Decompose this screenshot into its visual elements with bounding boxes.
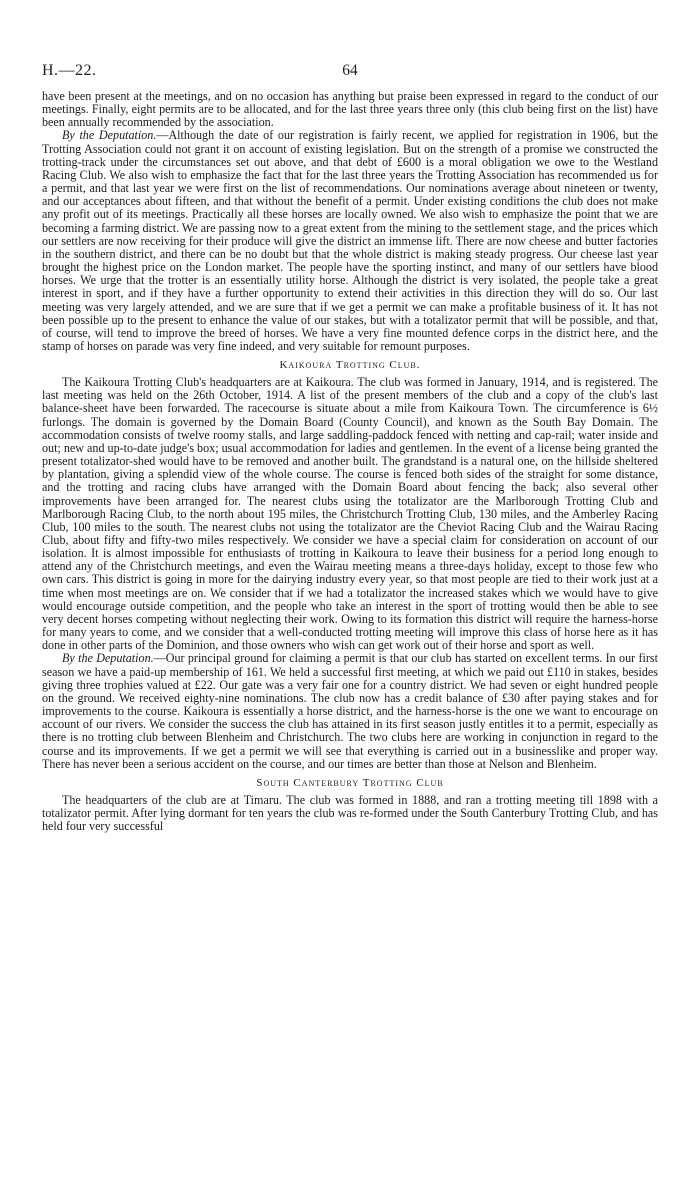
deputation-lead: By the Deputation. xyxy=(62,651,154,666)
document-reference: H.—22. xyxy=(42,62,97,79)
deputation-text: —Our principal ground for claiming a permit is that our club has started on excellent terms. In our first season we have a paid-up membership of 161. We held a successful first meeting, at which we paid out £110 in stakes, besides giving three trophies valued at £22. Our gate was a very fair one for a country district. We had seven or eight hundred people on the ground. We received eighty-nine nominations. The club now has a credit balance of £30 after paying stakes and for improvements to the course. Kaikoura is essentially a horse district, and the harness-horse is the one we want to encourage on account of our rivers. We consider the success the club has attained in its first season justly entitles it to a permit, especially as there is no trotting club between Blenheim and Christchurch. The two clubs here are working in conjunction in regard to the course and its improvements. If we get a permit we will see that everything is carried out in a businesslike and proper way. There has never been a serious accident on the course, and our times are better than those at Nelson and Blenheim. xyxy=(42,651,658,771)
deputation-text: —Although the date of our registration is fairly recent, we applied for registration in 1906, but the Trotting Association could not grant it on account of existing legislation. But on the strength of a promise we constructed the trotting-track under the circumstances set out above, and that debt of £600 is a moral obligation we owe to the Westland Racing Club. We also wish to emphasize the fact that for the last three years the Trotting Association has recommended us for a permit, and that last year we were first on the list of recommendations. Our nominations average about nineteen or twenty, and our acceptances about fifteen, and that without the benefit of a permit. Under existing conditions the club does not make any profit out of its meetings. Practically all these horses are locally owned. We also wish to emphasize the point that we are becoming a farming district. We are passing now to a great extent from the mining to the settlement stage, and the prices which our settlers are now receiving for their produce will give the district an immense lift. There are now cheese and butter factories in the southern district, and there can be no doubt but that the whole district is making steady progress. Our cheese last year brought the highest price on the London market. The people have the sporting instinct, and many of our settlers have blood horses. We urge that the trotter is an essentially utility horse. Although the district is very isolated, the people take a great interest in sport, and if they have a further opportunity to extend their activities in this direction they will do so. Our last meeting was very largely attended, and we are sure that if we get a permit we can make a profitable business of it. It has not been possible up to the present to enhance the value of our stakes, but with a totalizator permit that will be possible, and that, of course, will tend to improve the breed of horses. We have a very fine mounted defence corps in the district here, and the stamp of horses on parade was very fine indeed, and very suitable for remount purposes. xyxy=(42,128,658,353)
paragraph-kaikoura: The Kaikoura Trotting Club's headquarters are at Kaikoura. The club was formed in January, 1914, and is registered. The last meeting was held on the 26th October, 1914. A list of the present members of the club and a copy of the club's last balance-sheet have been forwarded. The racecourse is situate about a mile from Kaikoura Town. The circumference is 6½ furlongs. The domain is governed by the Domain Board (County Council), and known as the South Bay Domain. The accommodation consists of twelve roomy stalls, and large saddling-paddock fenced with netting and cap-rail; water inside and out; new and up-to-date judge's box; usual accommodation for ladies and gentlemen. In the event of a license being granted the present totalizator-shed would have to be removed and another built. The grandstand is a natural one, on the hillside sheltered by plantation, giving a splendid view of the whole course. The course is fenced both sides of the straight for some distance, and the trotting and racing clubs have arranged with the Domain Board about fencing the back; also several other improvements have been arranged for. The nearest clubs using the totalizator are the Marlborough Trotting Club and Marlborough Racing Club, to the north about 195 miles, the Christchurch Trotting Club, 130 miles, and the Amberley Racing Club, 100 miles to the south. The nearest clubs not using the totalizator are the Cheviot Racing Club and the Wairau Racing Club, about fifty and fifty-two miles respectively. We consider we have a special claim for consideration on account of our isolation. It is almost impossible for enthusiasts of trotting in Kaikoura to leave their business for a period long enough to attend any of the Christchurch meetings, and even the Wairau meeting means a three-days holiday, except to those few who own cars. This district is going in more for the dairying industry every year, so that most people are tied to their work just at a time when most meetings are on. We consider that if we had a totalizator the increased stakes which we would have to give would encourage outside competition, and the people who take an interest in the sport of trotting would then be able to see very decent horses competing without neglecting their work. Owing to its formation this district will require the harness-horse for many years to come, and we consider that a well-conducted trotting meeting will improve this class of horse here as it has done in other parts of the Dominion, and those owners who wish can get work out of their horse and sport as well. xyxy=(42,375,658,653)
paragraph-deputation-kaikoura xyxy=(42,652,658,770)
paragraph-deputation-westland xyxy=(42,129,658,353)
document-body xyxy=(42,90,658,833)
paragraph-south-canterbury: The headquarters of the club are at Timaru. The club was formed in 1888, and ran a trotting meeting till 1898 with a totalizator permit. After lying dormant for ten years the club was re-formed under the South Canterbury Trotting Club, and has held four very successful xyxy=(42,792,658,834)
deputation-lead: By the Deputation. xyxy=(62,128,157,143)
page-number: 64 xyxy=(342,62,358,79)
page-header xyxy=(42,62,658,82)
section-heading-south-canterbury: South Canterbury Trotting Club xyxy=(256,776,444,789)
section-heading-kaikoura: Kaikoura Trotting Club. xyxy=(279,359,421,372)
paragraph-continuation: have been present at the meetings, and on no occasion has anything but praise been expressed in regard to the conduct of our meetings. Finally, eight permits are to be allocated, and for the last three years three only (this club being first on the list) have been annually recommended by the association. xyxy=(42,89,658,130)
